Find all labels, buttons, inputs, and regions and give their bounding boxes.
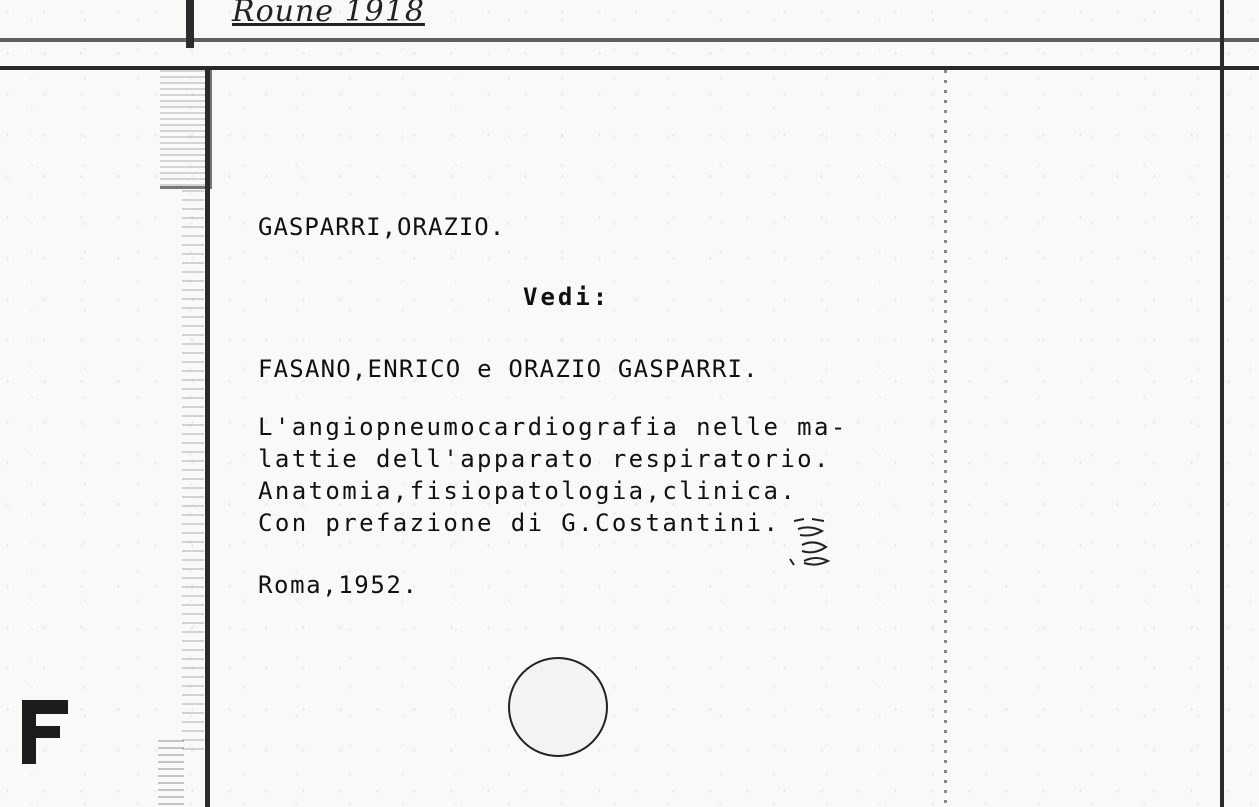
left-guide-line [186,0,194,48]
card-right-edge [944,70,947,807]
right-guide-line [1220,0,1224,807]
title-line-4: Con prefazione di G.Costantini. [258,509,781,537]
place-date: Roma,1952. [258,571,419,599]
author-line: FASANO,ENRICO e ORAZIO GASPARRI. [258,355,759,383]
card-heading: GASPARRI,ORAZIO. [258,213,506,241]
card-left-edge [205,70,210,807]
card-left-shadow [182,190,204,750]
stamp-letter-f [22,700,68,764]
title-line-1: L'angiopneumocardiografia nelle ma- [258,413,848,441]
see-reference-label: Vedi: [523,283,611,311]
punch-hole [508,657,608,757]
bottom-tab [158,740,184,807]
title-line-3: Anatomia,fisiopatologia,clinica. [258,477,798,505]
ink-scribble [788,515,838,567]
handwritten-note: Roune 1918 [232,0,425,29]
title-line-2: lattie dell'apparato respiratorio. [258,445,831,473]
